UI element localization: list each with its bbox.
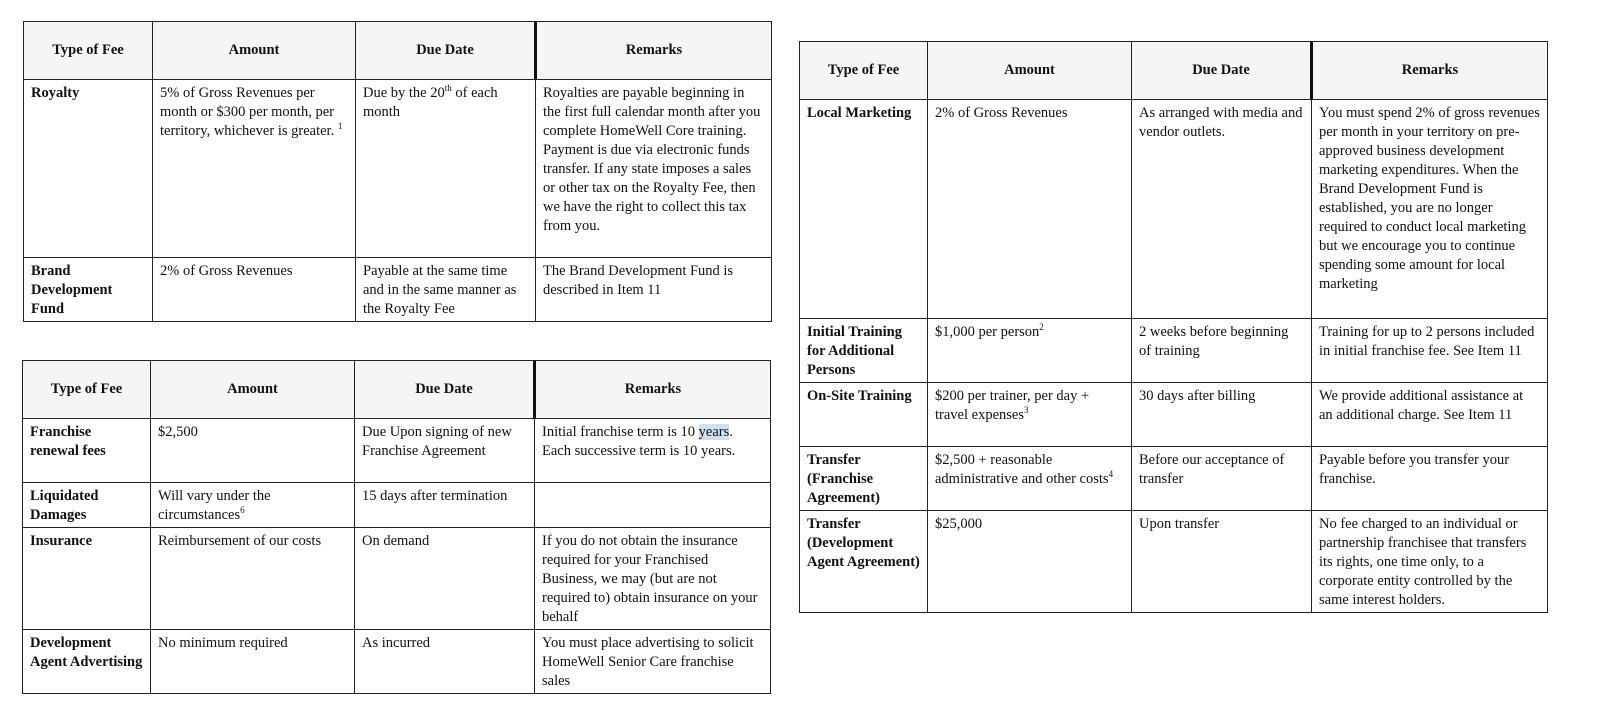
due-date-cell: Upon transfer xyxy=(1132,511,1312,613)
fee-table-royalty xyxy=(23,21,772,322)
remarks-cell xyxy=(535,483,771,528)
table-row xyxy=(800,383,1548,447)
due-date-cell: 2 weeks before beginning of training xyxy=(1132,319,1312,383)
header-type: Type of Fee xyxy=(23,361,151,419)
remarks-text-tail: . Each successive term is 10 years. xyxy=(542,424,736,459)
amount-cell xyxy=(928,447,1132,511)
amount-cell xyxy=(928,319,1132,383)
due-date-cell: As incurred xyxy=(355,630,535,694)
fee-type-cell: Insurance xyxy=(23,528,151,630)
remarks-cell: If you do not obtain the insurance required for your Franchised Business, we may (but are not required to) obtain insurance on your behalf xyxy=(535,528,771,630)
due-text: Due by the 20 xyxy=(363,85,445,101)
header-amount: Amount xyxy=(928,42,1132,100)
amount-text: $1,000 per person xyxy=(935,324,1040,340)
table-row xyxy=(800,319,1548,383)
remarks-cell xyxy=(535,419,771,483)
amount-cell: Reimbursement of our costs xyxy=(151,528,355,630)
table-row xyxy=(800,511,1548,613)
fee-type-cell: Initial Training for Additional Persons xyxy=(800,319,928,383)
header-type: Type of Fee xyxy=(800,42,928,100)
amount-cell: 2% of Gross Revenues xyxy=(153,258,356,322)
due-date-cell: As arranged with media and vendor outlets. xyxy=(1132,100,1312,319)
remarks-cell: Payable before you transfer your franchise. xyxy=(1312,447,1548,511)
header-row xyxy=(24,22,772,80)
due-date-cell: Payable at the same time and in the same manner as the Royalty Fee xyxy=(356,258,536,322)
header-amount: Amount xyxy=(151,361,355,419)
table-row xyxy=(24,80,772,258)
remarks-cell: Training for up to 2 persons included in initial franchise fee. See Item 11 xyxy=(1312,319,1548,383)
amount-text: $200 per trainer, per day + travel expenses xyxy=(935,388,1090,423)
remarks-cell: We provide additional assistance at an additional charge. See Item 11 xyxy=(1312,383,1548,447)
remarks-cell: The Brand Development Fund is described in Item 11 xyxy=(536,258,772,322)
footnote-ref: 6 xyxy=(240,505,245,516)
header-row xyxy=(23,361,771,419)
table-row xyxy=(24,258,772,322)
fee-table-renewal xyxy=(22,360,771,694)
header-type: Type of Fee xyxy=(24,22,153,80)
fee-table-marketing xyxy=(799,41,1548,613)
table-row xyxy=(23,483,771,528)
ordinal-suffix: th xyxy=(444,83,452,94)
remarks-cell: You must place advertising to solicit HomeWell Senior Care franchise sales xyxy=(535,630,771,694)
due-date-cell: 15 days after termination xyxy=(355,483,535,528)
footnote-ref: 3 xyxy=(1023,405,1029,416)
amount-cell: $25,000 xyxy=(928,511,1132,613)
due-text-tail: of each month xyxy=(363,85,498,120)
fee-type-cell: Brand Development Fund xyxy=(24,258,153,322)
fee-type-cell: On-Site Training xyxy=(800,383,928,447)
due-date-cell: 30 days after billing xyxy=(1132,383,1312,447)
footnote-ref: 1 xyxy=(337,121,343,132)
amount-cell xyxy=(153,80,356,258)
table-row xyxy=(23,419,771,483)
fee-type-cell: Liquidated Damages xyxy=(23,483,151,528)
remarks-cell: Royalties are payable beginning in the first full calendar month after you complete HomeWell Core training. Payment is due via electronic funds transfer. If any state imposes a sales or other tax on the Royalty Fee, then we have the right to collect this tax from you. xyxy=(536,80,772,258)
table-row xyxy=(800,100,1548,319)
header-remarks: Remarks xyxy=(535,361,771,419)
table-row xyxy=(800,447,1548,511)
table-row xyxy=(23,528,771,630)
amount-cell xyxy=(151,483,355,528)
table-row xyxy=(23,630,771,694)
amount-text: $2,500 + reasonable administrative and other costs xyxy=(935,452,1109,487)
amount-cell: No minimum required xyxy=(151,630,355,694)
footnote-ref: 2 xyxy=(1039,322,1044,333)
header-due-date: Due Date xyxy=(1132,42,1312,100)
header-remarks: Remarks xyxy=(536,22,772,80)
due-date-cell: Due Upon signing of new Franchise Agreement xyxy=(355,419,535,483)
amount-cell xyxy=(928,383,1132,447)
fee-type-cell: Transfer (Franchise Agreement) xyxy=(800,447,928,511)
footnote-ref: 4 xyxy=(1108,469,1114,480)
fee-type-cell: Development Agent Advertising xyxy=(23,630,151,694)
header-row xyxy=(800,42,1548,100)
amount-text: Will vary under the circumstances xyxy=(158,488,271,523)
remarks-cell: You must spend 2% of gross revenues per month in your territory on pre-approved business development marketing expenditures. When the Brand Development Fund is established, you are no longer required to conduct local marketing but we encourage you to continue spending some amount for local marketing xyxy=(1312,100,1548,319)
due-date-cell xyxy=(356,80,536,258)
amount-cell: 2% of Gross Revenues xyxy=(928,100,1132,319)
selected-text[interactable]: years xyxy=(698,424,730,440)
header-remarks: Remarks xyxy=(1312,42,1548,100)
amount-cell: $2,500 xyxy=(151,419,355,483)
due-date-cell: Before our acceptance of transfer xyxy=(1132,447,1312,511)
fee-type-cell: Local Marketing xyxy=(800,100,928,319)
remarks-text: Initial franchise term is 10 xyxy=(542,424,699,440)
header-due-date: Due Date xyxy=(356,22,536,80)
amount-text: 5% of Gross Revenues per month or $300 per month, per territory, whichever is greater. xyxy=(160,85,335,139)
remarks-cell: No fee charged to an individual or partnership franchisee that transfers its rights, one time only, to a corporate entity controlled by the same interest holders. xyxy=(1312,511,1548,613)
header-amount: Amount xyxy=(153,22,356,80)
header-due-date: Due Date xyxy=(355,361,535,419)
fee-type-cell: Transfer (Development Agent Agreement) xyxy=(800,511,928,613)
fee-type-cell: Royalty xyxy=(24,80,153,258)
fee-type-cell: Franchise renewal fees xyxy=(23,419,151,483)
due-date-cell: On demand xyxy=(355,528,535,630)
